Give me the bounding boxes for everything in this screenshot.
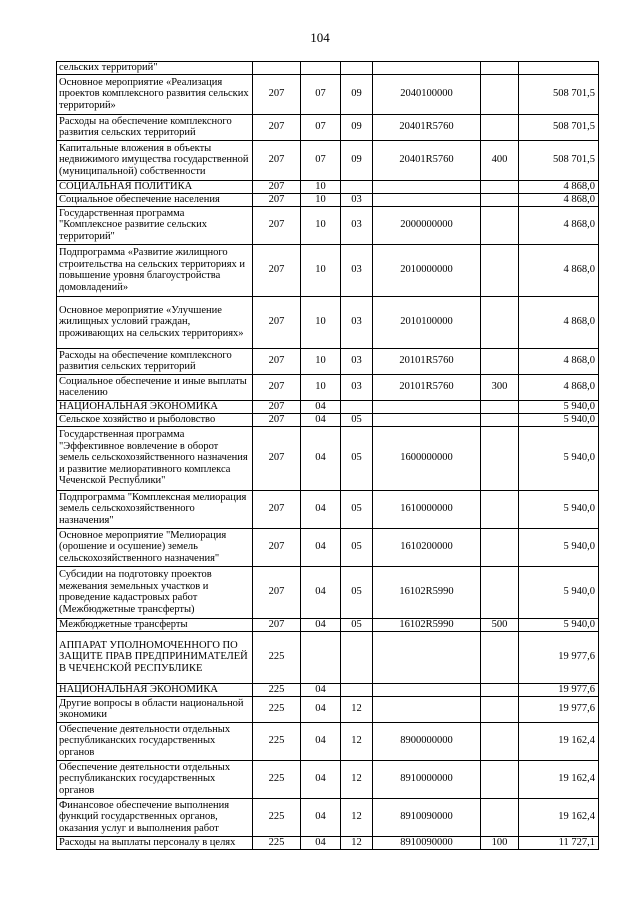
row-target-article-cell: 16102R5990 — [373, 618, 481, 631]
row-expense-type-cell — [481, 114, 519, 140]
row-admin-code-cell: 207 — [253, 400, 301, 413]
row-amount-cell: 19 162,4 — [519, 760, 599, 798]
row-amount-cell: 508 701,5 — [519, 74, 599, 114]
row-expense-type-cell — [481, 244, 519, 296]
row-expense-type-cell — [481, 74, 519, 114]
row-target-article-cell: 2000000000 — [373, 206, 481, 244]
row-section-code-cell: 04 — [301, 760, 341, 798]
row-section-code-cell: 04 — [301, 413, 341, 426]
row-expense-type-cell — [481, 490, 519, 528]
row-section-code-cell — [301, 62, 341, 75]
row-section-code-cell: 04 — [301, 490, 341, 528]
row-admin-code-cell: 225 — [253, 836, 301, 849]
row-subsection-code-cell: 05 — [341, 618, 373, 631]
row-expense-type-cell — [481, 683, 519, 696]
row-section-code-cell: 07 — [301, 140, 341, 180]
row-section-code-cell: 10 — [301, 348, 341, 374]
table-row — [57, 490, 599, 528]
row-target-article-cell: 20101R5760 — [373, 348, 481, 374]
row-subsection-code-cell: 09 — [341, 140, 373, 180]
row-expense-type-cell: 100 — [481, 836, 519, 849]
table-row — [57, 296, 599, 348]
row-expense-type-cell — [481, 426, 519, 490]
row-amount-cell: 19 977,6 — [519, 696, 599, 722]
row-name-cell: Расходы на обеспечение комплексного развития сельских территорий — [57, 114, 253, 140]
row-name-cell: АППАРАТ УПОЛНОМОЧЕННОГО ПО ЗАЩИТЕ ПРАВ ПРЕДПРИНИМАТЕЛЕЙ В ЧЕЧЕНСКОЙ РЕСПУБЛИКЕ — [57, 631, 253, 683]
table-row — [57, 244, 599, 296]
row-name-cell: Подпрограмма «Развитие жилищного строительства на сельских территориях и повышение уровня благоустройства домовладений» — [57, 244, 253, 296]
table-row — [57, 400, 599, 413]
row-admin-code-cell: 225 — [253, 722, 301, 760]
row-target-article-cell — [373, 631, 481, 683]
row-section-code-cell: 07 — [301, 74, 341, 114]
row-expense-type-cell — [481, 348, 519, 374]
row-expense-type-cell — [481, 296, 519, 348]
row-expense-type-cell — [481, 722, 519, 760]
row-admin-code-cell: 207 — [253, 490, 301, 528]
table-row — [57, 683, 599, 696]
row-subsection-code-cell: 05 — [341, 426, 373, 490]
row-subsection-code-cell — [341, 400, 373, 413]
row-subsection-code-cell: 12 — [341, 760, 373, 798]
row-subsection-code-cell: 03 — [341, 206, 373, 244]
table-row — [57, 722, 599, 760]
row-subsection-code-cell: 05 — [341, 528, 373, 566]
row-section-code-cell: 04 — [301, 618, 341, 631]
row-expense-type-cell: 500 — [481, 618, 519, 631]
row-subsection-code-cell: 05 — [341, 490, 373, 528]
row-expense-type-cell — [481, 180, 519, 193]
row-name-cell: Капитальные вложения в объекты недвижимого имущества государственной (муниципальной) собственности — [57, 140, 253, 180]
row-subsection-code-cell: 03 — [341, 244, 373, 296]
row-subsection-code-cell: 12 — [341, 696, 373, 722]
row-name-cell: Социальное обеспечение населения — [57, 193, 253, 206]
budget-table — [56, 61, 599, 850]
row-subsection-code-cell: 09 — [341, 74, 373, 114]
row-section-code-cell: 04 — [301, 566, 341, 618]
row-amount-cell: 508 701,5 — [519, 114, 599, 140]
row-section-code-cell: 10 — [301, 180, 341, 193]
page-number: 104 — [310, 30, 330, 45]
row-section-code-cell: 04 — [301, 798, 341, 836]
table-row — [57, 631, 599, 683]
row-name-cell: Расходы на обеспечение комплексного развития сельских территорий — [57, 348, 253, 374]
row-target-article-cell: 8910000000 — [373, 760, 481, 798]
row-amount-cell: 5 940,0 — [519, 618, 599, 631]
table-row — [57, 206, 599, 244]
row-subsection-code-cell — [341, 62, 373, 75]
row-target-article-cell: 1600000000 — [373, 426, 481, 490]
row-target-article-cell: 1610200000 — [373, 528, 481, 566]
row-target-article-cell: 2010100000 — [373, 296, 481, 348]
table-row — [57, 696, 599, 722]
row-amount-cell: 5 940,0 — [519, 426, 599, 490]
row-name-cell: СОЦИАЛЬНАЯ ПОЛИТИКА — [57, 180, 253, 193]
row-section-code-cell: 04 — [301, 836, 341, 849]
row-name-cell: НАЦИОНАЛЬНАЯ ЭКОНОМИКА — [57, 683, 253, 696]
row-amount-cell: 19 162,4 — [519, 798, 599, 836]
row-name-cell: Подпрограмма "Комплексная мелиорация земель сельскохозяйственного назначения" — [57, 490, 253, 528]
row-admin-code-cell: 207 — [253, 348, 301, 374]
row-admin-code-cell: 207 — [253, 74, 301, 114]
row-admin-code-cell — [253, 62, 301, 75]
row-subsection-code-cell: 12 — [341, 836, 373, 849]
row-amount-cell: 4 868,0 — [519, 374, 599, 400]
row-name-cell: Финансовое обеспечение выполнения функций государственных органов, оказания услуг и выполнения работ — [57, 798, 253, 836]
table-row — [57, 140, 599, 180]
row-name-cell: сельских территорий" — [57, 62, 253, 75]
row-name-cell: Субсидии на подготовку проектов межевания земельных участков и проведение кадастровых работ (Межбюджетные трансферты) — [57, 566, 253, 618]
table-row — [57, 798, 599, 836]
row-admin-code-cell: 207 — [253, 206, 301, 244]
row-admin-code-cell: 207 — [253, 180, 301, 193]
row-expense-type-cell — [481, 528, 519, 566]
row-expense-type-cell — [481, 400, 519, 413]
row-admin-code-cell: 207 — [253, 114, 301, 140]
row-admin-code-cell: 207 — [253, 374, 301, 400]
table-row — [57, 413, 599, 426]
row-target-article-cell: 2040100000 — [373, 74, 481, 114]
row-admin-code-cell: 207 — [253, 140, 301, 180]
row-target-article-cell — [373, 696, 481, 722]
row-target-article-cell: 8910090000 — [373, 836, 481, 849]
row-subsection-code-cell — [341, 631, 373, 683]
row-name-cell: НАЦИОНАЛЬНАЯ ЭКОНОМИКА — [57, 400, 253, 413]
row-subsection-code-cell: 03 — [341, 374, 373, 400]
row-expense-type-cell — [481, 798, 519, 836]
row-admin-code-cell: 207 — [253, 566, 301, 618]
row-amount-cell — [519, 62, 599, 75]
row-amount-cell: 4 868,0 — [519, 193, 599, 206]
row-target-article-cell: 16102R5990 — [373, 566, 481, 618]
row-amount-cell: 5 940,0 — [519, 490, 599, 528]
table-body — [57, 62, 599, 850]
row-name-cell: Государственная программа "Комплексное развитие сельских территорий" — [57, 206, 253, 244]
row-admin-code-cell: 207 — [253, 528, 301, 566]
row-target-article-cell — [373, 180, 481, 193]
row-amount-cell: 19 977,6 — [519, 683, 599, 696]
row-section-code-cell: 10 — [301, 244, 341, 296]
row-amount-cell: 5 940,0 — [519, 413, 599, 426]
row-target-article-cell: 1610000000 — [373, 490, 481, 528]
row-expense-type-cell: 400 — [481, 140, 519, 180]
row-subsection-code-cell — [341, 683, 373, 696]
row-section-code-cell: 04 — [301, 528, 341, 566]
row-name-cell: Государственная программа "Эффективное вовлечение в оборот земель сельскохозяйственного назначения и развитие мелиоративного комплекса Чеченской Республики" — [57, 426, 253, 490]
row-expense-type-cell — [481, 413, 519, 426]
table-row — [57, 348, 599, 374]
row-section-code-cell — [301, 631, 341, 683]
row-name-cell: Обеспечение деятельности отдельных республиканских государственных органов — [57, 760, 253, 798]
row-subsection-code-cell — [341, 180, 373, 193]
row-section-code-cell: 04 — [301, 426, 341, 490]
row-subsection-code-cell: 12 — [341, 798, 373, 836]
row-target-article-cell: 20401R5760 — [373, 140, 481, 180]
row-target-article-cell: 2010000000 — [373, 244, 481, 296]
table-row — [57, 180, 599, 193]
row-expense-type-cell: 300 — [481, 374, 519, 400]
row-name-cell: Межбюджетные трансферты — [57, 618, 253, 631]
row-target-article-cell — [373, 193, 481, 206]
row-subsection-code-cell: 03 — [341, 296, 373, 348]
row-amount-cell: 4 868,0 — [519, 180, 599, 193]
row-target-article-cell — [373, 683, 481, 696]
row-amount-cell: 4 868,0 — [519, 296, 599, 348]
row-subsection-code-cell: 05 — [341, 566, 373, 618]
row-name-cell: Расходы на выплаты персоналу в целях — [57, 836, 253, 849]
row-name-cell: Основное мероприятие "Мелиорация (орошение и осушение) земель сельскохозяйственного назначения" — [57, 528, 253, 566]
row-target-article-cell: 8910090000 — [373, 798, 481, 836]
row-admin-code-cell: 225 — [253, 760, 301, 798]
row-admin-code-cell: 207 — [253, 244, 301, 296]
row-section-code-cell: 10 — [301, 374, 341, 400]
row-section-code-cell: 10 — [301, 296, 341, 348]
row-expense-type-cell — [481, 631, 519, 683]
row-subsection-code-cell: 05 — [341, 413, 373, 426]
row-expense-type-cell — [481, 696, 519, 722]
row-name-cell: Основное мероприятие «Реализация проектов комплексного развития сельских территорий» — [57, 74, 253, 114]
row-section-code-cell: 04 — [301, 683, 341, 696]
row-admin-code-cell: 207 — [253, 193, 301, 206]
row-section-code-cell: 04 — [301, 696, 341, 722]
table-row — [57, 566, 599, 618]
row-section-code-cell: 07 — [301, 114, 341, 140]
row-section-code-cell: 10 — [301, 206, 341, 244]
row-expense-type-cell — [481, 62, 519, 75]
row-target-article-cell: 20101R5760 — [373, 374, 481, 400]
table-row — [57, 193, 599, 206]
row-expense-type-cell — [481, 760, 519, 798]
row-admin-code-cell: 207 — [253, 426, 301, 490]
row-section-code-cell: 04 — [301, 400, 341, 413]
table-row — [57, 374, 599, 400]
row-expense-type-cell — [481, 566, 519, 618]
table-row — [57, 74, 599, 114]
row-name-cell: Основное мероприятие «Улучшение жилищных условий граждан, проживающих на сельских территориях» — [57, 296, 253, 348]
row-section-code-cell: 10 — [301, 193, 341, 206]
row-target-article-cell — [373, 413, 481, 426]
row-admin-code-cell: 207 — [253, 618, 301, 631]
row-amount-cell: 4 868,0 — [519, 206, 599, 244]
table-row — [57, 760, 599, 798]
row-subsection-code-cell: 09 — [341, 114, 373, 140]
row-amount-cell: 19 162,4 — [519, 722, 599, 760]
table-row — [57, 836, 599, 849]
row-subsection-code-cell: 12 — [341, 722, 373, 760]
row-admin-code-cell: 225 — [253, 798, 301, 836]
row-admin-code-cell: 207 — [253, 296, 301, 348]
row-amount-cell: 508 701,5 — [519, 140, 599, 180]
row-amount-cell: 19 977,6 — [519, 631, 599, 683]
row-subsection-code-cell: 03 — [341, 193, 373, 206]
row-name-cell: Обеспечение деятельности отдельных республиканских государственных органов — [57, 722, 253, 760]
row-amount-cell: 5 940,0 — [519, 528, 599, 566]
row-target-article-cell: 8900000000 — [373, 722, 481, 760]
row-section-code-cell: 04 — [301, 722, 341, 760]
row-amount-cell: 5 940,0 — [519, 400, 599, 413]
row-amount-cell: 4 868,0 — [519, 244, 599, 296]
row-expense-type-cell — [481, 193, 519, 206]
row-amount-cell: 11 727,1 — [519, 836, 599, 849]
row-admin-code-cell: 225 — [253, 631, 301, 683]
row-subsection-code-cell: 03 — [341, 348, 373, 374]
row-name-cell: Другие вопросы в области национальной экономики — [57, 696, 253, 722]
row-target-article-cell — [373, 400, 481, 413]
row-admin-code-cell: 225 — [253, 683, 301, 696]
row-amount-cell: 4 868,0 — [519, 348, 599, 374]
table-row — [57, 528, 599, 566]
row-amount-cell: 5 940,0 — [519, 566, 599, 618]
row-name-cell: Социальное обеспечение и иные выплаты населению — [57, 374, 253, 400]
row-admin-code-cell: 207 — [253, 413, 301, 426]
table-row — [57, 62, 599, 75]
row-name-cell: Сельское хозяйство и рыболовство — [57, 413, 253, 426]
table-row — [57, 618, 599, 631]
row-target-article-cell — [373, 62, 481, 75]
row-expense-type-cell — [481, 206, 519, 244]
row-target-article-cell: 20401R5760 — [373, 114, 481, 140]
table-row — [57, 426, 599, 490]
row-admin-code-cell: 225 — [253, 696, 301, 722]
table-row — [57, 114, 599, 140]
